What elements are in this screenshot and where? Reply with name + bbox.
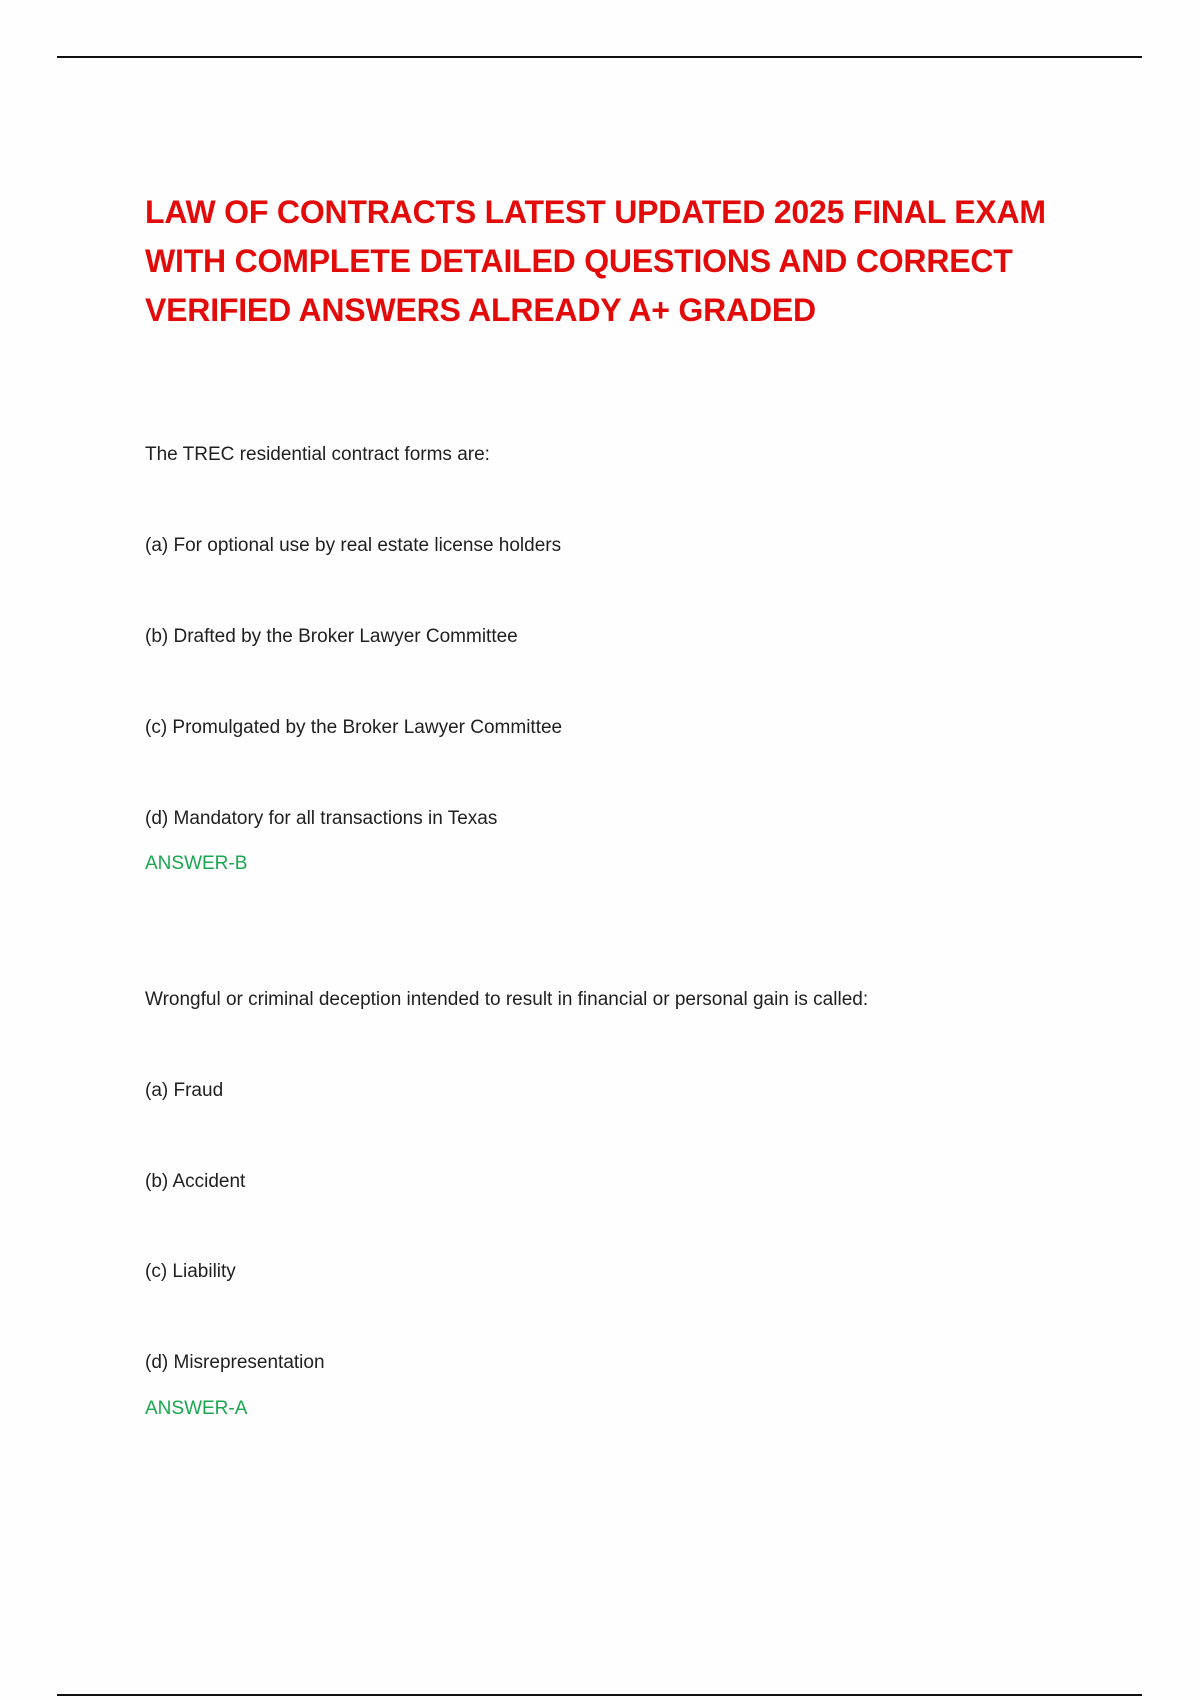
question-1-option-d: (d) Mandatory for all transactions in Texas — [145, 808, 498, 829]
question-2-answer: ANSWER-A — [145, 1398, 248, 1419]
document-title — [145, 188, 1045, 335]
question-1-text: The TREC residential contract forms are: — [145, 444, 490, 465]
question-2-option-a: (a) Fraud — [145, 1080, 224, 1101]
footer-rule — [57, 1694, 1142, 1696]
question-2-text: Wrongful or criminal deception intended to result in financial or personal gain is called: — [145, 989, 869, 1010]
question-1-answer: ANSWER-B — [145, 853, 248, 874]
question-1-option-c: (c) Promulgated by the Broker Lawyer Committee — [145, 717, 563, 738]
title-line-2: WITH COMPLETE DETAILED QUESTIONS AND CORRECT — [145, 243, 1013, 279]
question-2-option-c: (c) Liability — [145, 1261, 236, 1282]
question-1-option-b: (b) Drafted by the Broker Lawyer Committee — [145, 626, 518, 647]
title-line-3: VERIFIED ANSWERS ALREADY A+ GRADED — [145, 292, 816, 328]
question-1-option-a: (a) For optional use by real estate license holders — [145, 535, 562, 556]
question-2-option-b: (b) Accident — [145, 1171, 246, 1192]
question-2-option-d: (d) Misrepresentation — [145, 1352, 325, 1373]
header-rule — [57, 56, 1142, 58]
title-line-1: LAW OF CONTRACTS LATEST UPDATED 2025 FINAL EXAM — [145, 194, 1046, 230]
